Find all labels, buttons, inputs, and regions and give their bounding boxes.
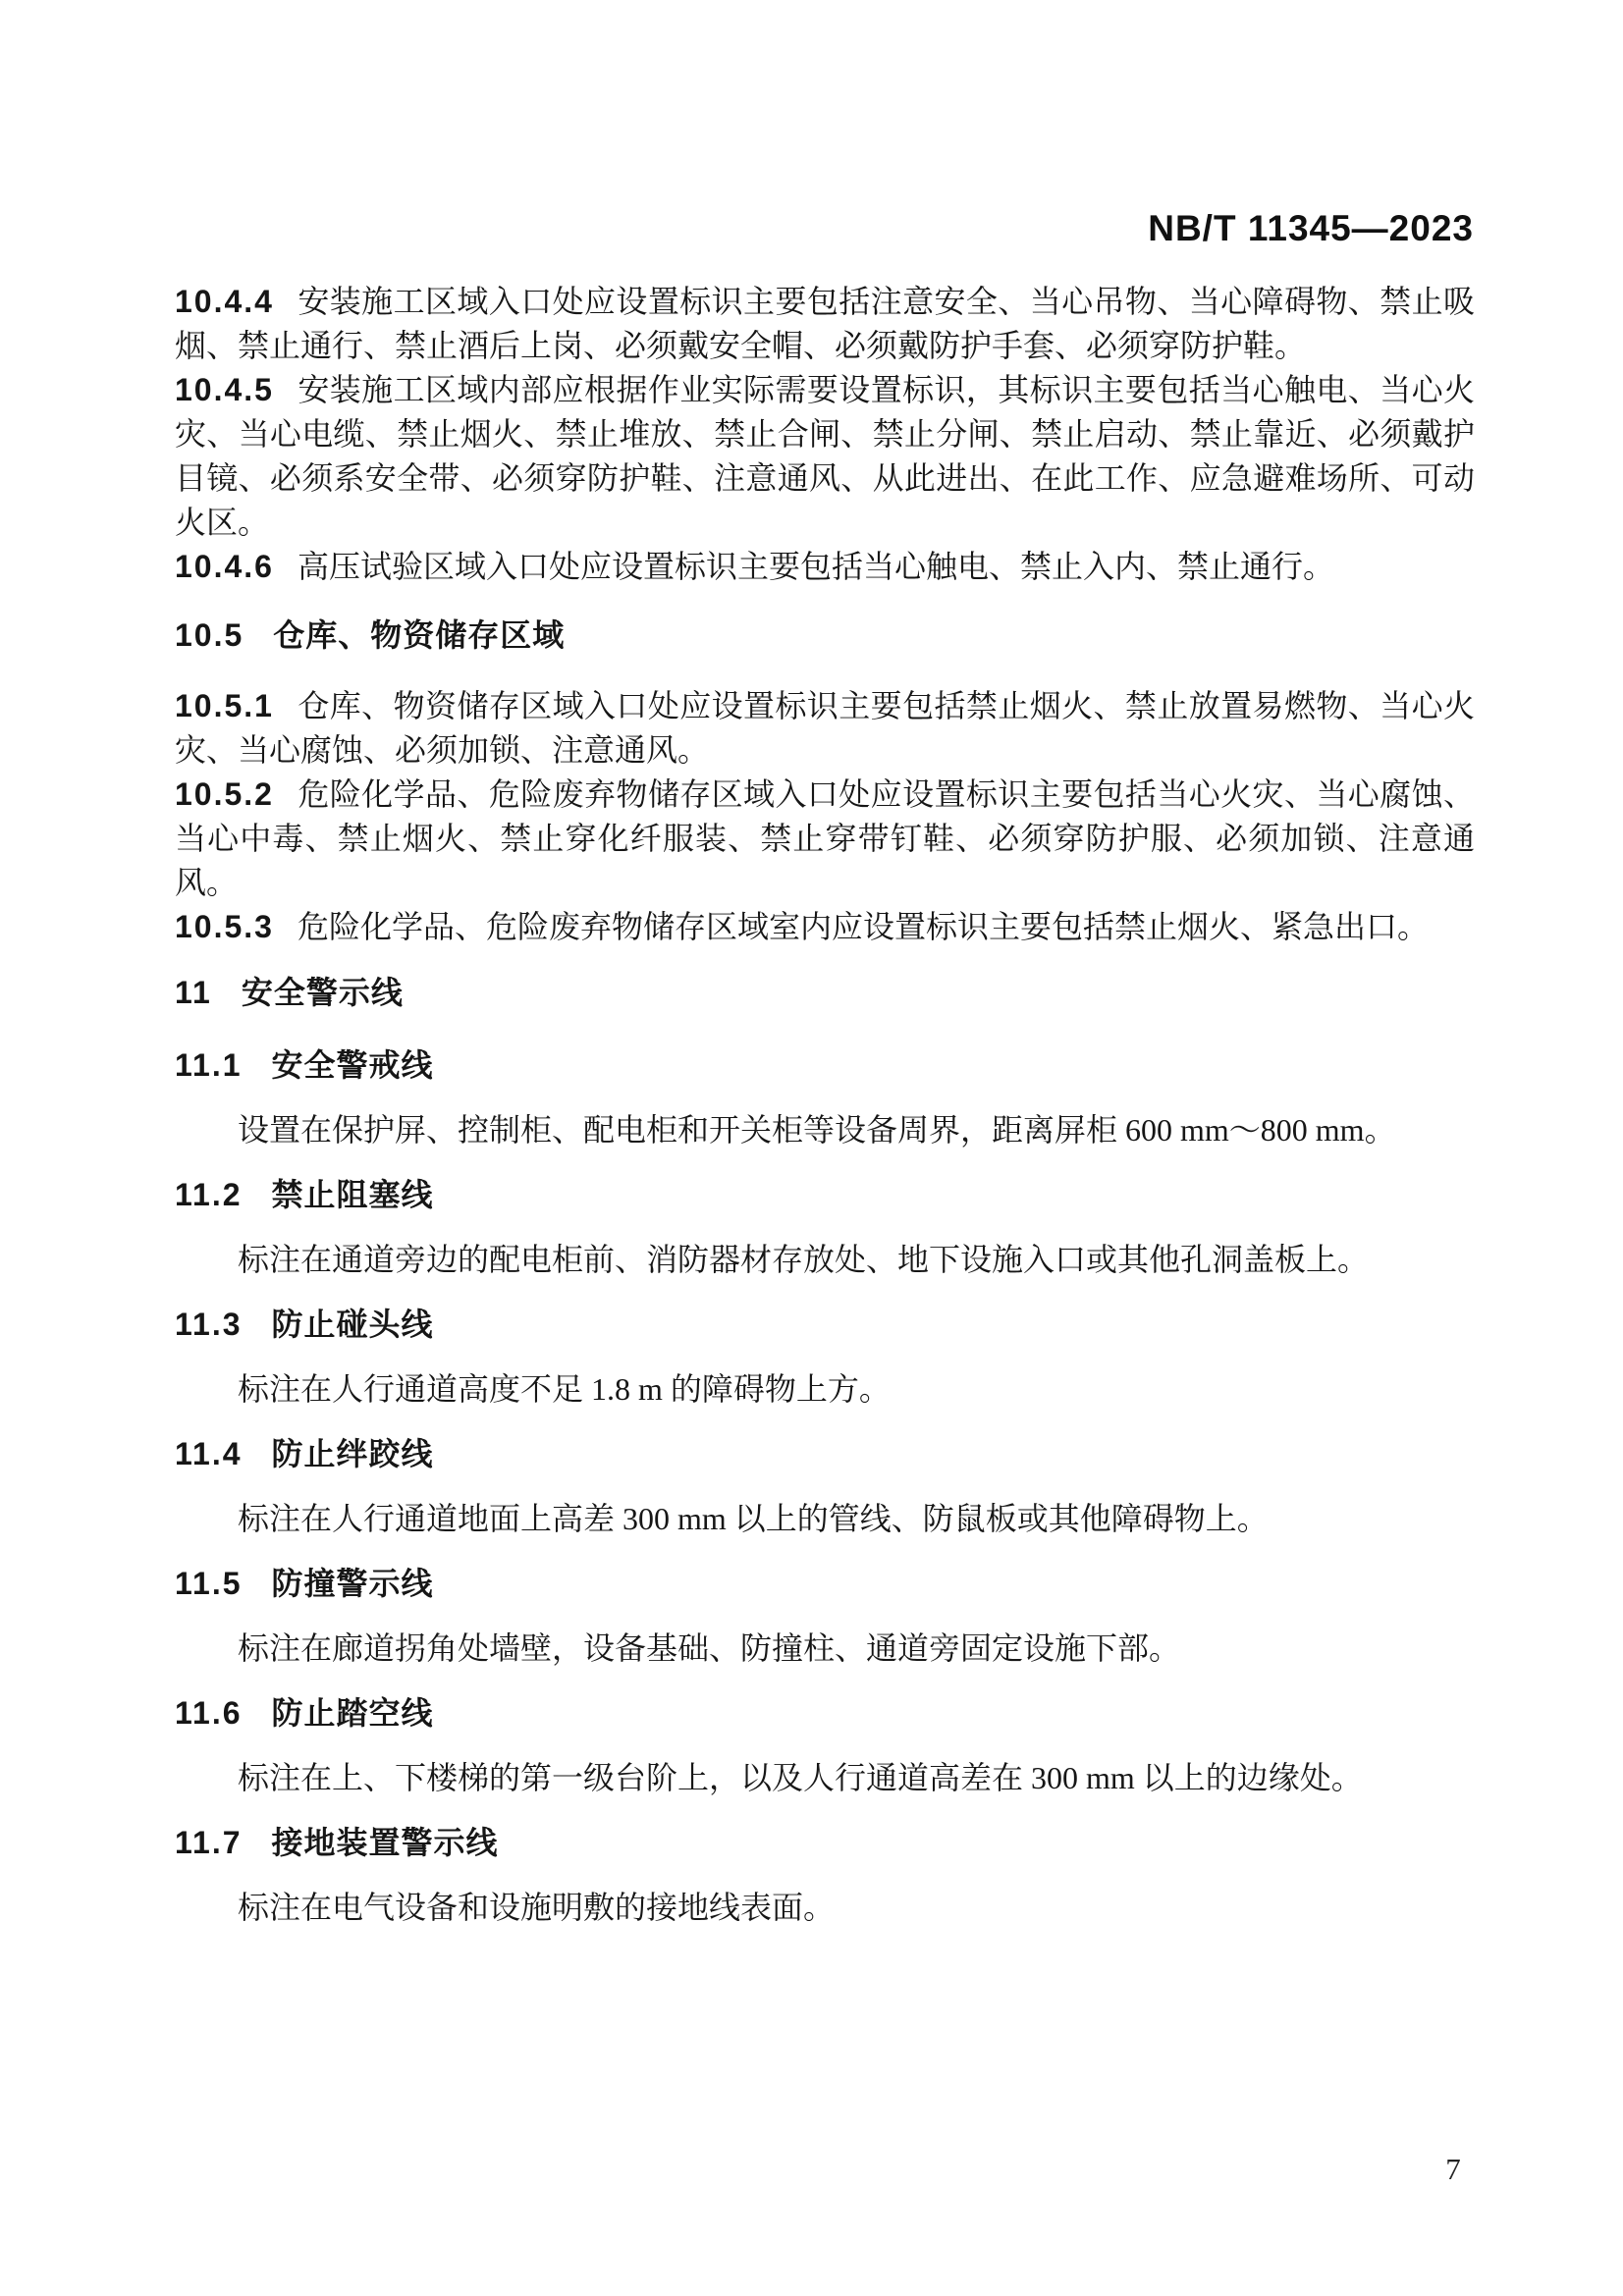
section-number: 11.3 xyxy=(175,1307,243,1342)
section-number: 11.1 xyxy=(175,1047,243,1083)
section-title: 接地装置警示线 xyxy=(271,1825,499,1860)
clause-text: 仓库、物资储存区域入口处应设置标识主要包括禁止烟火、禁止放置易燃物、当心火灾、当心腐蚀、必须加锁、注意通风。 xyxy=(175,688,1475,768)
clause-10-4-4 xyxy=(175,280,1475,368)
section-body-11-5: 标注在廊道拐角处墙壁，设备基础、防撞柱、通道旁固定设施下部。 xyxy=(238,1630,1181,1666)
clause-10-5-3 xyxy=(175,905,1475,949)
clause-text: 安装施工区域入口处应设置标识主要包括注意安全、当心吊物、当心障碍物、禁止吸烟、禁止通行、禁止酒后上岗、必须戴安全帽、必须戴防护手套、必须穿防护鞋。 xyxy=(175,284,1475,363)
section-title: 防止碰头线 xyxy=(271,1307,434,1342)
clause-number: 10.5.3 xyxy=(175,909,274,944)
chapter-number: 11 xyxy=(175,975,212,1010)
section-number: 11.6 xyxy=(175,1695,243,1731)
chapter-heading-11 xyxy=(175,971,1475,1015)
clause-10-5-1 xyxy=(175,684,1475,773)
section-body-11-2: 标注在通道旁边的配电柜前、消防器材存放处、地下设施入口或其他孔洞盖板上。 xyxy=(238,1242,1370,1277)
section-body-11-4: 标注在人行通道地面上高差 300 mm 以上的管线、防鼠板或其他障碍物上。 xyxy=(238,1501,1269,1536)
section-heading-11-3 xyxy=(175,1303,1475,1347)
section-body-11-6: 标注在上、下楼梯的第一级台阶上，以及人行通道高差在 300 mm 以上的边缘处。 xyxy=(238,1760,1363,1795)
section-number: 11.7 xyxy=(175,1825,243,1860)
section-body-11-3: 标注在人行通道高度不足 1.8 m 的障碍物上方。 xyxy=(238,1371,891,1407)
section-body-11-1: 设置在保护屏、控制柜、配电柜和开关柜等设备周界，距离屏柜 600 mm～800 mm。 xyxy=(238,1112,1396,1148)
section-title: 防止踏空线 xyxy=(271,1695,434,1731)
section-number: 11.2 xyxy=(175,1177,243,1212)
clause-number: 10.4.4 xyxy=(175,284,274,319)
clause-text: 高压试验区域入口处应设置标识主要包括当心触电、禁止入内、禁止通行。 xyxy=(297,549,1334,584)
clause-text: 安装施工区域内部应根据作业实际需要设置标识，其标识主要包括当心触电、当心火灾、当心电缆、禁止烟火、禁止堆放、禁止合闸、禁止分闸、禁止启动、禁止靠近、必须戴护目镜、必须系安全带、必须穿防护鞋、注意通风、从此进出、在此工作、应急避难场所、可动火区。 xyxy=(175,372,1475,540)
clause-number: 10.5.1 xyxy=(175,688,274,723)
clause-text: 危险化学品、危险废弃物储存区域入口处应设置标识主要包括当心火灾、当心腐蚀、当心中毒、禁止烟火、禁止穿化纤服装、禁止穿带钉鞋、必须穿防护服、必须加锁、注意通风。 xyxy=(175,776,1475,900)
section-heading-11-7 xyxy=(175,1821,1475,1865)
running-header: NB/T 11345—2023 xyxy=(1148,208,1474,248)
clause-number: 10.5.2 xyxy=(175,776,274,812)
section-title: 防撞警示线 xyxy=(271,1566,434,1601)
page-content xyxy=(175,280,1475,1930)
section-number: 11.4 xyxy=(175,1436,243,1471)
section-heading-11-1 xyxy=(175,1043,1475,1088)
clause-number: 10.4.6 xyxy=(175,549,274,584)
section-heading-10-5 xyxy=(175,614,1475,658)
clause-10-4-6 xyxy=(175,545,1475,589)
section-number: 10.5 xyxy=(175,617,244,653)
section-title: 防止绊跤线 xyxy=(271,1436,434,1471)
page-number: 7 xyxy=(1445,2152,1461,2186)
section-title: 安全警戒线 xyxy=(271,1047,434,1083)
section-heading-11-2 xyxy=(175,1173,1475,1217)
section-title: 仓库、物资储存区域 xyxy=(273,617,566,653)
clause-text: 危险化学品、危险废弃物储存区域室内应设置标识主要包括禁止烟火、紧急出口。 xyxy=(297,909,1429,944)
section-heading-11-4 xyxy=(175,1432,1475,1476)
section-heading-11-6 xyxy=(175,1691,1475,1735)
chapter-title: 安全警示线 xyxy=(241,975,404,1010)
section-body-11-7: 标注在电气设备和设施明敷的接地线表面。 xyxy=(238,1890,836,1925)
section-title: 禁止阻塞线 xyxy=(271,1177,434,1212)
clause-10-4-5 xyxy=(175,368,1475,545)
section-number: 11.5 xyxy=(175,1566,243,1601)
clause-10-5-2 xyxy=(175,773,1475,905)
clause-number: 10.4.5 xyxy=(175,372,274,407)
section-heading-11-5 xyxy=(175,1562,1475,1606)
